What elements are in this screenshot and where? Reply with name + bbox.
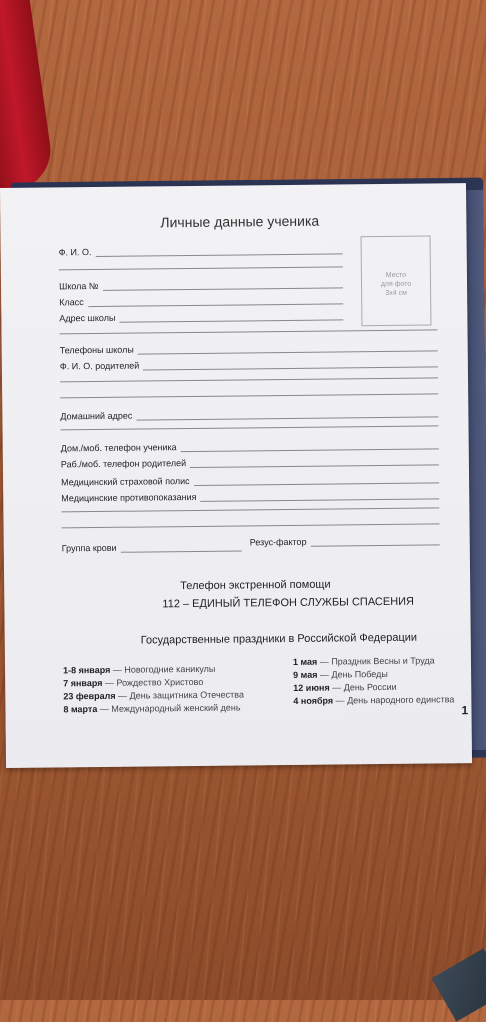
field-parents-phone-label: Раб./моб. телефон родителей [60, 458, 187, 470]
holiday-item [63, 703, 240, 715]
field-class-line[interactable] [88, 295, 344, 307]
page-number: 1 [461, 703, 469, 718]
field-parents-fio-line-3[interactable] [60, 393, 438, 398]
field-fio-line-2[interactable] [59, 266, 343, 270]
field-school-address-label: Адрес школы [59, 312, 116, 324]
photo-placeholder-box [361, 235, 432, 326]
field-fio-label: Ф. И. О. [58, 247, 92, 258]
field-school-no-line[interactable] [103, 279, 344, 291]
field-school-address-line-2[interactable] [60, 329, 438, 334]
field-contraindications-label: Медицинские противопоказания [61, 491, 197, 504]
holiday-item [63, 689, 244, 701]
field-parents-fio [60, 357, 438, 371]
field-school-address [59, 310, 343, 323]
holiday-item [293, 655, 435, 666]
field-rh-factor [250, 535, 440, 547]
holiday-separator: — [333, 695, 348, 706]
holiday-date: 1-8 января [63, 664, 111, 676]
photo-placeholder-label: Место для фото 3x4 см [380, 271, 412, 297]
holiday-date: 7 января [63, 677, 103, 689]
holiday-separator: — [102, 677, 117, 688]
holiday-name: Рождество Христово [116, 676, 204, 688]
page-title: Личные данные ученика [160, 212, 320, 231]
field-home-address-line[interactable] [136, 408, 438, 420]
holiday-separator: — [329, 682, 344, 693]
field-blood-group-label: Группа крови [61, 542, 117, 554]
field-insurance [61, 473, 439, 487]
holiday-item [293, 682, 396, 693]
field-school-phones-label: Телефоны школы [59, 344, 134, 356]
holiday-item [293, 694, 454, 706]
holiday-name: День России [343, 681, 397, 693]
field-rh-factor-line[interactable] [311, 536, 440, 546]
field-student-phone [61, 439, 439, 453]
field-class [59, 294, 343, 307]
field-contraindications-line-2[interactable] [61, 507, 439, 512]
holiday-separator: — [317, 669, 332, 680]
field-contraindications [61, 489, 439, 503]
field-school-phones [60, 341, 438, 355]
field-contraindications-line-3[interactable] [62, 523, 440, 528]
holiday-item [63, 664, 215, 676]
holiday-name: День защитника Отечества [129, 689, 244, 701]
field-parents-phone-line[interactable] [190, 456, 439, 468]
field-insurance-line[interactable] [194, 474, 440, 486]
field-class-label: Класс [59, 297, 84, 308]
holiday-name: День Победы [331, 668, 388, 680]
holiday-date: 9 мая [293, 669, 318, 680]
field-parents-phone [61, 455, 439, 469]
holiday-name: Новогодние каникулы [124, 663, 216, 675]
field-parents-fio-line[interactable] [143, 358, 438, 370]
holiday-separator: — [97, 703, 112, 715]
field-parents-fio-label: Ф. И. О. родителей [59, 360, 140, 372]
emergency-title: Телефон экстренной помощи [180, 578, 331, 593]
holiday-date: 23 февраля [63, 690, 116, 702]
holiday-date: 12 июня [293, 682, 330, 693]
field-school-no-label: Школа № [58, 280, 99, 292]
holiday-name: Международный женский день [111, 702, 241, 714]
emergency-number: 112 – ЕДИНЫЙ ТЕЛЕФОН СЛУЖБЫ СПАСЕНИЯ [162, 595, 415, 611]
holiday-name: День народного единства [347, 694, 455, 706]
holidays-title: Государственные праздники в Российской Федерации [140, 631, 418, 647]
field-home-address-label: Домашний адрес [60, 410, 133, 422]
field-fio-line[interactable] [95, 245, 342, 257]
field-blood-group-line[interactable] [121, 542, 242, 552]
field-student-phone-line[interactable] [181, 440, 439, 452]
field-fio [59, 244, 343, 257]
field-home-address-line-2[interactable] [61, 425, 439, 430]
book-corner [432, 948, 486, 1021]
holiday-date: 8 марта [63, 704, 98, 715]
holiday-item [63, 677, 203, 688]
holiday-separator: — [317, 656, 332, 667]
field-student-phone-label: Дом./моб. телефон ученика [60, 442, 177, 454]
holiday-item [293, 669, 388, 680]
field-school-phones-line[interactable] [138, 342, 438, 354]
red-pencil-case [0, 0, 56, 194]
field-school-no [59, 278, 343, 291]
field-contraindications-line[interactable] [200, 490, 439, 501]
holiday-date: 4 ноября [293, 695, 334, 706]
holiday-separator: — [115, 690, 130, 701]
field-home-address [60, 407, 438, 421]
holiday-name: Праздник Весны и Труда [331, 655, 435, 667]
holiday-date: 1 мая [292, 656, 318, 667]
field-insurance-label: Медицинский страховой полис [61, 476, 190, 488]
field-rh-factor-label: Резус-фактор [249, 536, 307, 548]
holiday-separator: — [110, 664, 125, 675]
diary-page [0, 183, 472, 768]
field-school-address-line[interactable] [119, 311, 343, 322]
field-blood-group [62, 541, 242, 553]
field-parents-fio-line-2[interactable] [60, 377, 438, 382]
